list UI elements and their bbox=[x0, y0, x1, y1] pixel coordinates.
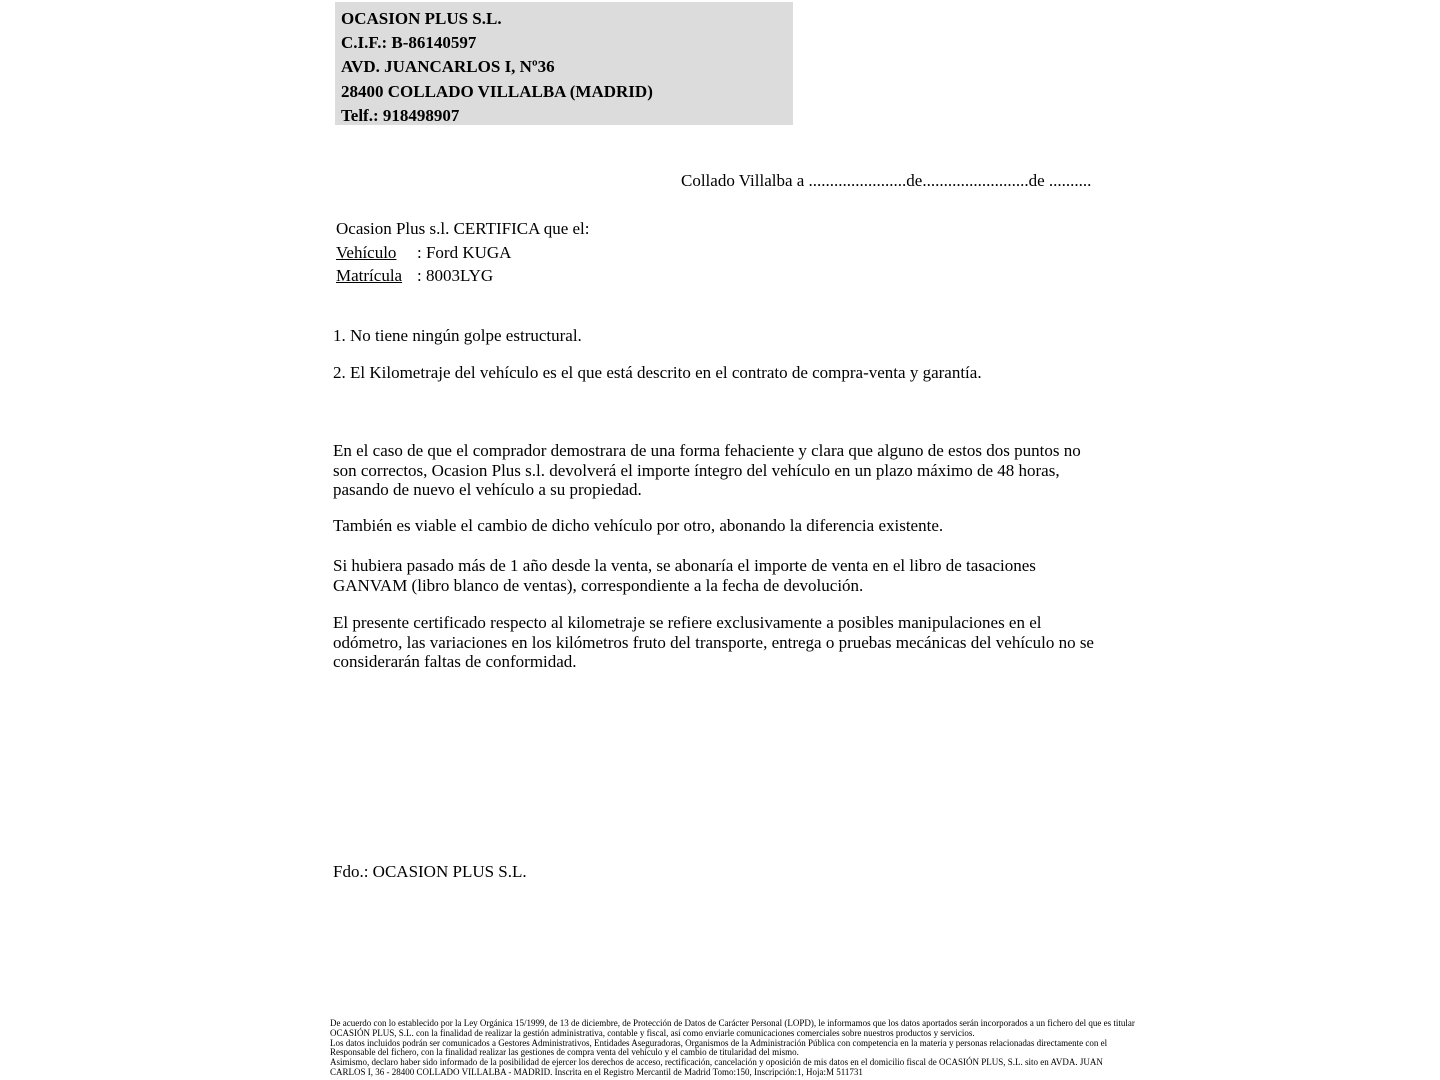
company-city: 28400 COLLADO VILLALBA (MADRID) bbox=[341, 81, 653, 101]
company-cif: C.I.F.: B-86140597 bbox=[341, 33, 477, 53]
plate-row bbox=[336, 264, 590, 288]
plate-label: Matrícula bbox=[336, 266, 403, 285]
vehicle-label: Vehículo bbox=[336, 242, 397, 262]
fine-print-line-1: De acuerdo con lo establecido por la Ley Orgánica 15/1999, de 13 de diciembre, de Protección de Datos de Carácter Personal (LOPD), le informamos que los datos aportados serán incorporados a un fichero del que es titular bbox=[330, 1018, 1135, 1028]
exchange-clause-paragraph: También es viable el cambio de dicho vehículo por otro, abonando la diferencia existente. bbox=[333, 516, 944, 535]
vehicle-row bbox=[336, 241, 590, 265]
fine-print-line-3: Los datos incluidos podrán ser comunicados a Gestores Administrativos, Entidades Aseguradoras, Organismos de la Administración Pública con competencia en la materia y personas relacionadas directamente con el bbox=[330, 1037, 1108, 1048]
fine-print-line-5: Asimismo, declaro haber sido informado de la posibilidad de ejercer los derechos de acceso, rectificación, cancelación y oposición de mis datos en el domicilio fiscal de OCASIÓN PLUS, S.L. sito en AVDA. JUAN bbox=[330, 1057, 1103, 1068]
certificate-point-1: 1. No tiene ningún golpe estructural. bbox=[333, 326, 582, 345]
company-name: OCASION PLUS S.L. bbox=[341, 9, 502, 28]
certificate-details bbox=[336, 217, 590, 288]
company-address: AVD. JUANCARLOS I, Nº36 bbox=[341, 57, 555, 77]
company-header-box bbox=[335, 2, 793, 125]
signature-line: Fdo.: OCASION PLUS S.L. bbox=[333, 862, 527, 881]
odometer-clause-paragraph: El presente certificado respecto al kilometraje se refiere exclusivamente a posibles manipulaciones en el odómetro, las variaciones en los kilómetros fruto del transporte, entrega o pruebas mecánicas del vehículo no se considerarán faltas de conformidad. bbox=[333, 613, 1094, 672]
plate-value: : 8003LYG bbox=[417, 266, 494, 285]
legal-fine-print bbox=[330, 1018, 1135, 1078]
date-fill-in-line: Collado Villalba a .......................de.........................de .......... bbox=[681, 171, 1092, 190]
ganvam-clause-paragraph: Si hubiera pasado más de 1 año desde la venta, se abonaría el importe de venta en el libro de tasaciones GANVAM (libro blanco de ventas), correspondiente a la fecha de devolución. bbox=[333, 556, 1036, 595]
fine-print-line-2: OCASIÓN PLUS, S.L. con la finalidad de realizar la gestión administrativa, contable y fiscal, así como enviarle comunicaciones comerciales sobre nuestros productos y servicios. bbox=[330, 1027, 975, 1038]
fine-print-line-4: Responsable del fichero, con la finalidad realizar las gestiones de compra venta del vehículo y el cambio de titularidad del mismo. bbox=[330, 1047, 799, 1058]
certificate-point-2: 2. El Kilometraje del vehículo es el que está descrito en el contrato de compra-venta y garantía. bbox=[333, 363, 982, 382]
certify-intro: Ocasion Plus s.l. CERTIFICA que el: bbox=[336, 219, 590, 238]
refund-clause-paragraph: En el caso de que el comprador demostrara de una forma fehaciente y clara que alguno de estos dos puntos no son correctos, Ocasion Plus s.l. devolverá el importe íntegro del vehículo en un plazo máximo de 48 horas, pasando de nuevo el vehículo a su propiedad. bbox=[333, 441, 1081, 500]
vehicle-value: : Ford KUGA bbox=[417, 242, 512, 262]
company-phone: Telf.: 918498907 bbox=[341, 105, 460, 125]
fine-print-line-6: CARLOS I, 36 - 28400 COLLADO VILLALBA - MADRID. Inscrita en el Registro Mercantil de Madrid Tomo:150, Inscripción:1, Hoja:M 511731 bbox=[330, 1066, 863, 1077]
